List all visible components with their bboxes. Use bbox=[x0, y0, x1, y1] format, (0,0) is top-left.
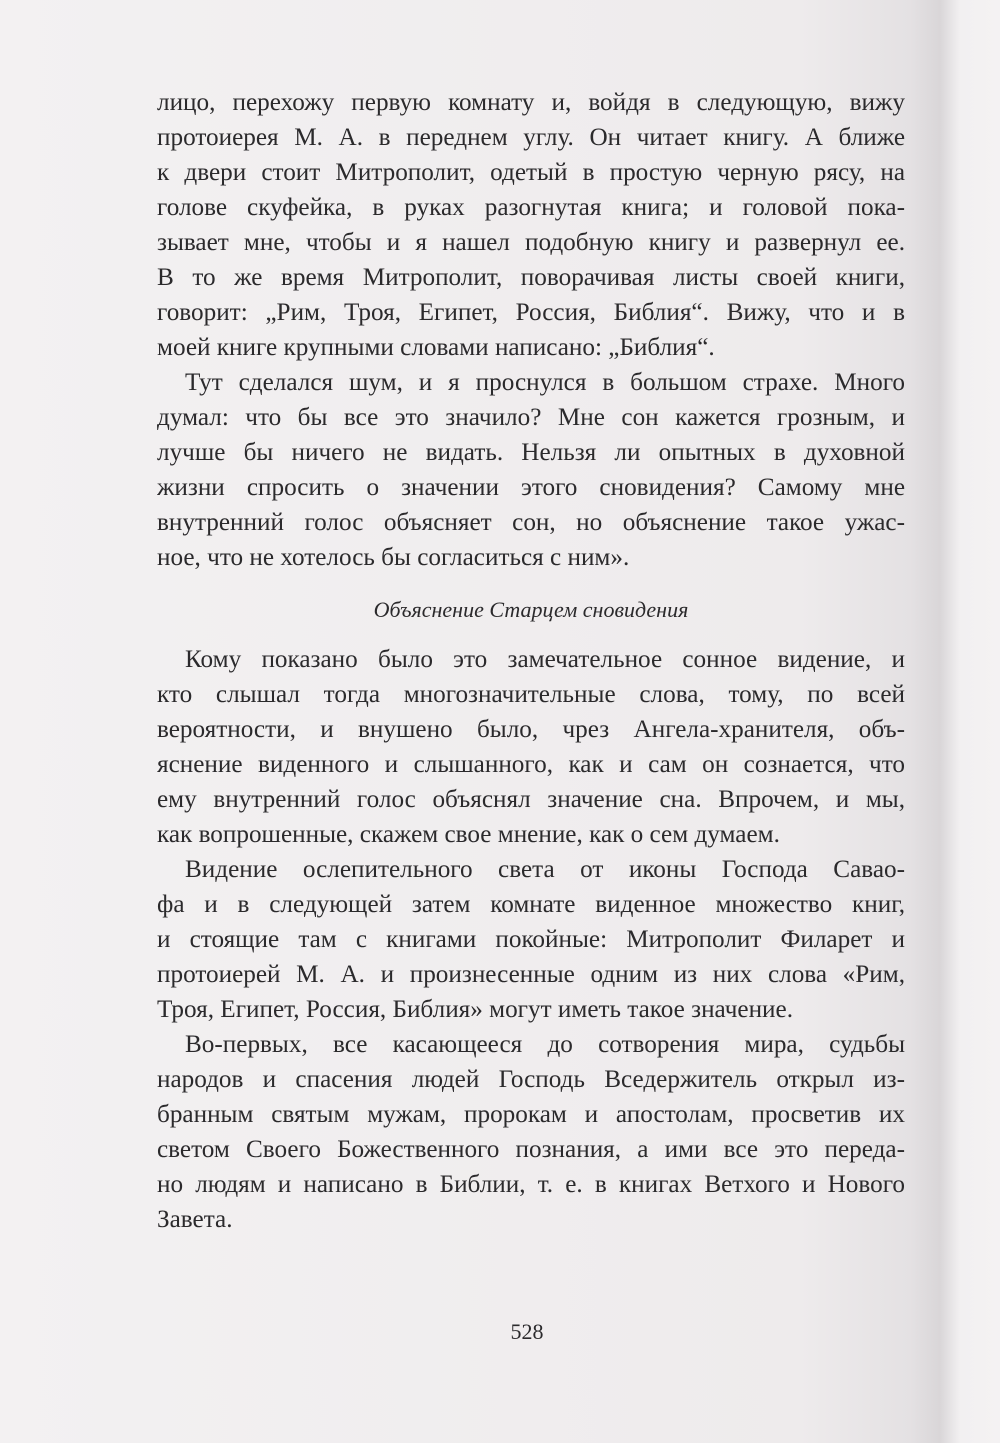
text-line: думал: что бы все это значило? Мне сон кажется грозным, и bbox=[157, 404, 905, 431]
text-line: лучше бы ничего не видать. Нельзя ли опытных в духовной bbox=[157, 439, 905, 466]
text-line: лицо, перехожу первую комнату и, войдя в следующую, вижу bbox=[157, 89, 905, 116]
text-line: внутренний голос объясняет сон, но объяснение такое ужас- bbox=[157, 509, 905, 536]
text-line: кто слышал тогда многозначительные слова, тому, по всей bbox=[157, 681, 905, 708]
text-line: ное, что не хотелось бы согласиться с ним». bbox=[157, 544, 630, 571]
text-line: народов и спасения людей Господь Вседержитель открыл из- bbox=[157, 1066, 905, 1093]
page-number: 528 bbox=[510, 1319, 544, 1344]
text-line: Завета. bbox=[157, 1206, 233, 1233]
text-line: протоиерей М. А. и произнесенные одним из них слова «Рим, bbox=[157, 961, 905, 988]
text-line: В то же время Митрополит, поворачивая листы своей книги, bbox=[157, 264, 905, 291]
text-line: Во-первых, все касающееся до сотворения мира, судьбы bbox=[185, 1031, 905, 1058]
text-line: как вопрошенные, скажем свое мнение, как о сем думаем. bbox=[157, 821, 780, 848]
section-heading: Объяснение Старцем сновидения bbox=[373, 597, 689, 622]
text-line: вероятности, и внушено было, чрез Ангела-хранителя, объ- bbox=[157, 716, 905, 743]
text-line: моей книге крупными словами написано: „Библия“. bbox=[157, 334, 715, 361]
text-line: яснение виденного и слышанного, как и сам он сознается, что bbox=[157, 751, 905, 778]
text-line: говорит: „Рим, Троя, Египет, Россия, Библия“. Вижу, что и в bbox=[157, 299, 905, 326]
text-line: но людям и написано в Библии, т. е. в книгах Ветхого и Нового bbox=[157, 1171, 905, 1198]
text-line: протоиерея М. А. в переднем углу. Он читает книгу. А ближе bbox=[157, 124, 905, 151]
text-line: Видение ослепительного света от иконы Господа Савао- bbox=[185, 856, 905, 883]
text-line: к двери стоит Митрополит, одетый в простую черную рясу, на bbox=[157, 159, 905, 186]
text-line: жизни спросить о значении этого сновидения? Самому мне bbox=[157, 474, 905, 501]
text-line: фа и в следующей затем комнате виденное множество книг, bbox=[157, 891, 905, 918]
text-line: и стоящие там с книгами покойные: Митрополит Филарет и bbox=[157, 926, 905, 953]
text-line: бранным святым мужам, пророкам и апостолам, просветив их bbox=[157, 1101, 905, 1128]
text-line: Тут сделался шум, и я проснулся в большом страхе. Много bbox=[185, 369, 905, 396]
text-line: ему внутренний голос объяснял значение сна. Впрочем, и мы, bbox=[157, 786, 905, 813]
text-line: светом Своего Божественного познания, а ими все это переда- bbox=[157, 1136, 905, 1163]
text-line: голове скуфейка, в руках разогнутая книга; и головой пока- bbox=[157, 194, 905, 221]
text-line: зывает мне, чтобы и я нашел подобную книгу и развернул ее. bbox=[157, 229, 905, 256]
text-line: Кому показано было это замечательное сонное видение, и bbox=[185, 646, 905, 673]
text-line: Троя, Египет, Россия, Библия» могут иметь такое значение. bbox=[157, 996, 794, 1023]
